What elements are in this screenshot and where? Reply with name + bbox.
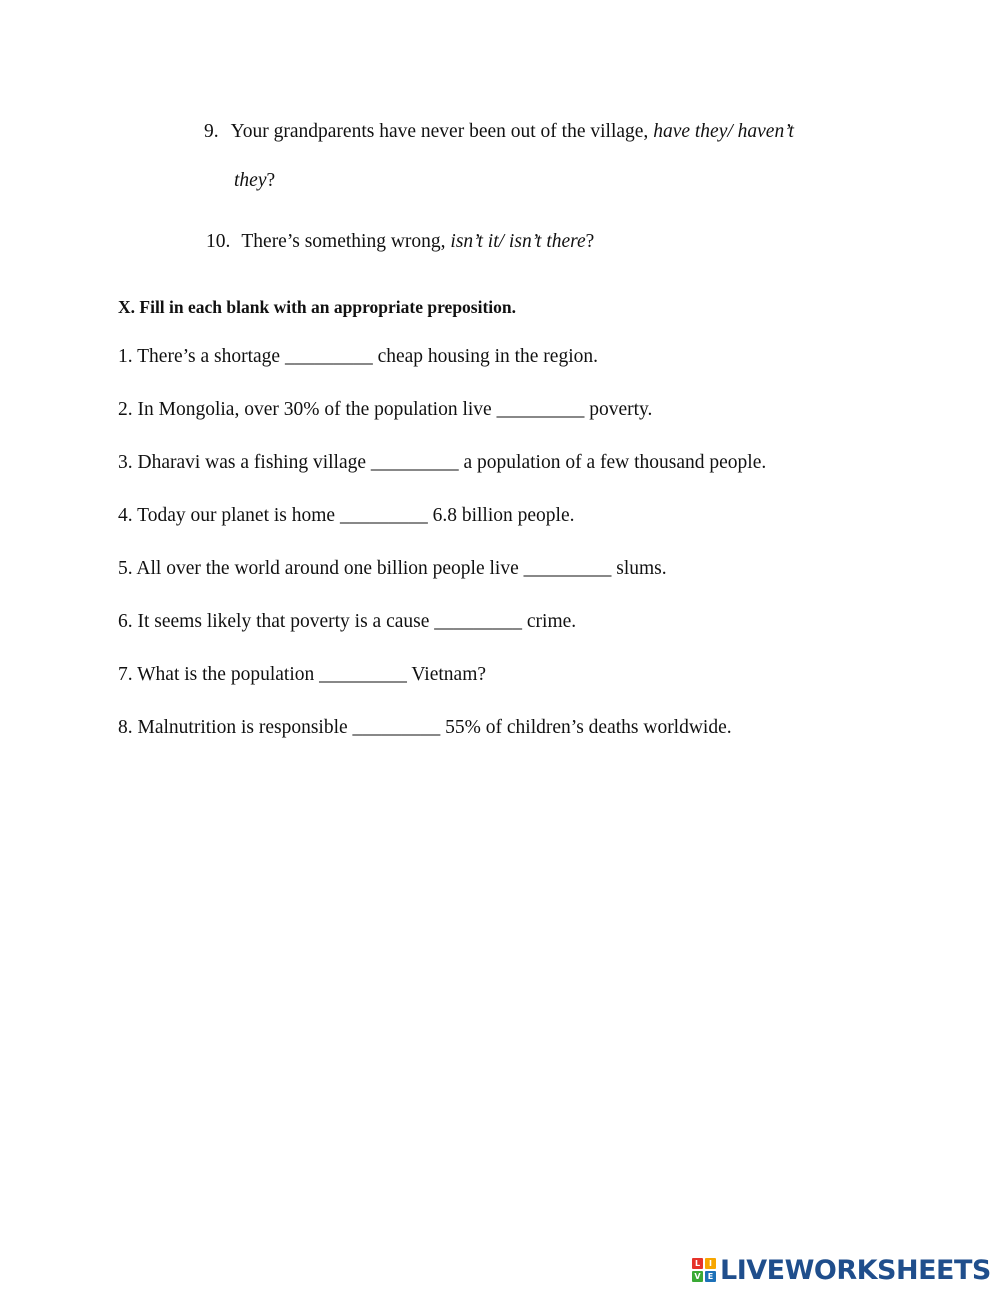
blank-field[interactable]: _________ [319,664,407,685]
question-text: There’s something wrong, [241,231,451,252]
question-punct: ? [585,231,595,252]
item-text: poverty. [584,399,653,420]
item-text: crime. [522,611,577,632]
logo-mark-icon [692,1258,716,1282]
item-text: 6. It seems likely that poverty is a cause [118,611,435,632]
blank-field[interactable]: _________ [284,346,373,367]
question-punct: ? [266,170,276,191]
question-text: Your grandparents have never been out of the village, [230,121,654,142]
fill-item [118,612,576,632]
fill-item [118,347,598,367]
blank-field[interactable]: _________ [370,452,459,473]
item-text: cheap housing in the region. [372,346,598,367]
item-text: 1. There’s a shortage [118,346,285,367]
question-number: 10. [206,231,231,252]
logo-tile: I [705,1258,716,1269]
question-10 [206,232,594,252]
logo-text: LIVEWORKSHEETS [720,1254,991,1286]
fill-item [118,453,766,473]
question-number: 9. [204,121,219,142]
item-text: a population of a few thousand people. [458,452,767,473]
item-text: slums. [611,558,667,579]
section-heading: X. Fill in each blank with an appropriate preposition. [118,297,517,317]
answer-options: have they/ haven’t [653,121,794,142]
logo-tile: V [692,1271,703,1282]
fill-item [118,718,732,738]
item-text: 8. Malnutrition is responsible [118,717,353,738]
answer-options: isn’t it/ isn’t there [450,231,586,252]
item-text: 55% of children’s deaths worldwide. [440,717,732,738]
item-text: 5. All over the world around one billion people live [118,558,524,579]
fill-item [118,506,574,526]
logo-tile: E [705,1271,716,1282]
question-9 [204,122,794,142]
fill-item [118,559,667,579]
answer-options: they [234,170,267,191]
item-text: 3. Dharavi was a fishing village [118,452,371,473]
blank-field[interactable]: _________ [339,505,428,526]
fill-item [118,665,486,685]
blank-field[interactable]: _________ [434,611,522,632]
fill-item [118,400,652,420]
blank-field[interactable]: _________ [496,399,585,420]
item-text: 7. What is the population [118,664,320,685]
item-text: 2. In Mongolia, over 30% of the population live [118,399,497,420]
item-text: 6.8 billion people. [427,505,575,526]
liveworksheets-logo [692,1256,991,1284]
question-9-continued [234,171,275,191]
logo-tile: L [692,1258,703,1269]
item-text: 4. Today our planet is home [118,505,340,526]
blank-field[interactable]: _________ [352,717,441,738]
blank-field[interactable]: _________ [523,558,612,579]
item-text: Vietnam? [406,664,487,685]
